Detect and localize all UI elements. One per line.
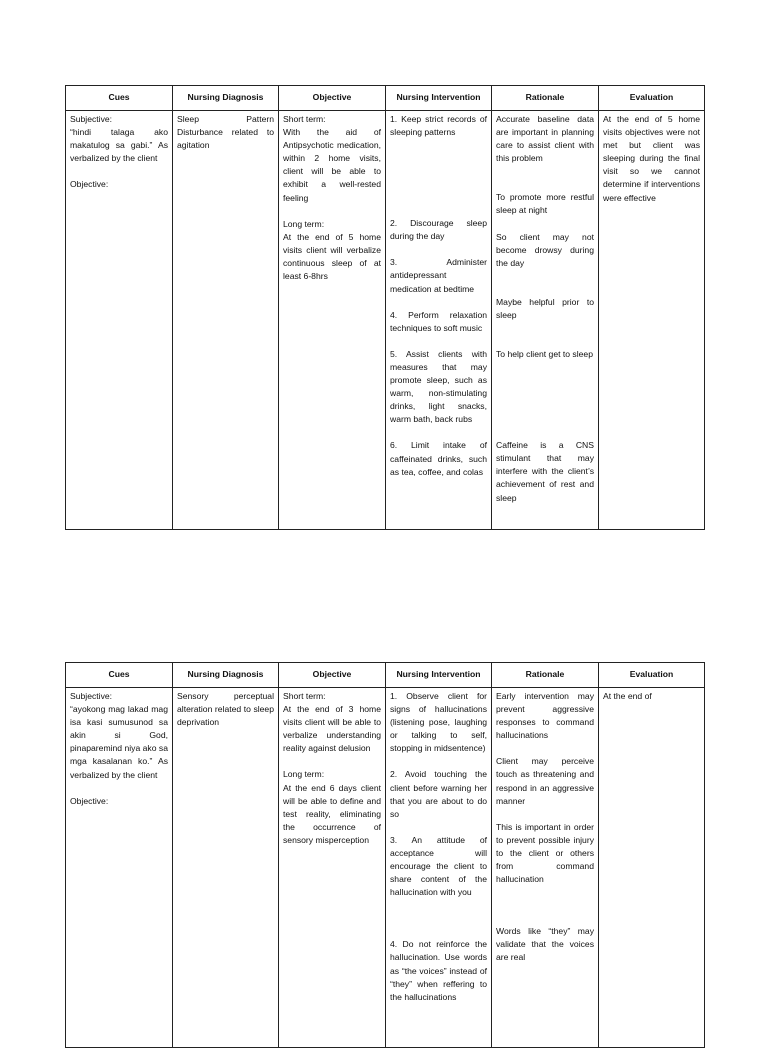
rationale-item: Early intervention may prevent aggressive responses to command hallucinations bbox=[496, 691, 594, 741]
header-objective: Objective bbox=[279, 663, 386, 688]
rationale-item: So client may not become drowsy during the day bbox=[496, 231, 594, 268]
short-term-text: At the end of 3 home visits client will be able to verbalize understanding reality against delusion bbox=[283, 704, 381, 754]
table-header-row bbox=[66, 663, 705, 688]
short-term-label: Short term: bbox=[283, 114, 326, 124]
rationale-cell bbox=[492, 688, 599, 1048]
intervention-cell bbox=[386, 688, 492, 1048]
rationale-item: To promote more restful sleep at night bbox=[496, 192, 594, 216]
cues-cell bbox=[66, 111, 173, 530]
intervention-cell bbox=[386, 111, 492, 530]
diagnosis-cell: Sleep Pattern Disturbance related to agitation bbox=[173, 111, 279, 530]
intervention-item: 4. Do not reinforce the hallucination. Use words as “the voices” instead of “they” when reffering to the hallucinations bbox=[390, 939, 487, 1002]
intervention-item: 2. Avoid touching the client before warning her that you are about to do so bbox=[390, 769, 487, 819]
evaluation-cell: At the end of 5 home visits objectives were not met but client was sleeping during the final visit so we cannot determine if interventions were effective bbox=[599, 111, 705, 530]
objective-label: Objective: bbox=[70, 795, 109, 806]
evaluation-cell: At the end of bbox=[599, 688, 705, 1048]
objective-cell bbox=[279, 688, 386, 1048]
header-nursing-diagnosis: Nursing Diagnosis bbox=[173, 86, 279, 111]
intervention-item: 5. Assist clients with measures that may promote sleep, such as warm, non-stimulating drinks, light snacks, warm bath, back rubs bbox=[390, 348, 487, 425]
care-plan-table-sleep bbox=[65, 85, 705, 530]
intervention-item: 3. An attitude of acceptance will encourage the client to share content of the hallucination with you bbox=[390, 834, 487, 898]
header-nursing-diagnosis: Nursing Diagnosis bbox=[173, 663, 279, 688]
intervention-item: 6. Limit intake of caffeinated drinks, such as tea, coffee, and colas bbox=[390, 440, 487, 477]
long-term-text: At the end of 5 home visits client will verbalize continuous sleep of at least 6-8hrs bbox=[283, 231, 381, 282]
long-term-text: At the end 6 days client will be able to define and test reality, eliminating the occurrence of sensory misperception bbox=[283, 782, 381, 845]
rationale-cell bbox=[492, 111, 599, 530]
header-rationale: Rationale bbox=[492, 663, 599, 688]
objective-label: Objective: bbox=[70, 179, 109, 190]
table-row bbox=[66, 688, 705, 1048]
intervention-item: 2. Discourage sleep during the day bbox=[390, 218, 487, 242]
short-term-text: With the aid of Antipsychotic medication, within 2 home visits, client will be able to exhibit a well-rested feeling bbox=[283, 127, 381, 203]
subjective-text: “hindi talaga ako makatulog sa gabi.” As verbalized by the client bbox=[70, 127, 168, 164]
objective-cell bbox=[279, 111, 386, 530]
header-cues: Cues bbox=[66, 86, 173, 111]
subjective-label: Subjective: bbox=[70, 691, 113, 701]
rationale-item: Accurate baseline data are important in planning care to assist client with this problem bbox=[496, 114, 594, 164]
table-header-row bbox=[66, 86, 705, 111]
header-evaluation: Evaluation bbox=[599, 86, 705, 111]
care-plan-table-sensory bbox=[65, 662, 705, 1048]
diagnosis-cell: Sensory perceptual alteration related to sleep deprivation bbox=[173, 688, 279, 1048]
header-cues: Cues bbox=[66, 663, 173, 688]
long-term-label: Long term: bbox=[283, 218, 325, 229]
subjective-text: “ayokong mag lakad mag isa kasi sumusunod sa akin si God, pinaparemind niya ako sa mga kasalanan ko.” As verbalized by the client bbox=[70, 704, 168, 780]
intervention-item: 3. Administer antidepressant medication at bedtime bbox=[390, 257, 487, 294]
header-rationale: Rationale bbox=[492, 86, 599, 111]
rationale-item: Words like “they” may validate that the voices are real bbox=[496, 926, 594, 963]
header-nursing-intervention: Nursing Intervention bbox=[386, 86, 492, 111]
intervention-item: 4. Perform relaxation techniques to soft music bbox=[390, 309, 487, 333]
rationale-item: This is important in order to prevent possible injury to the client or others from command hallucination bbox=[496, 821, 594, 885]
intervention-item: 1. Observe client for signs of hallucinations (listening pose, laughing or talking to self, stopping in midsentence) bbox=[390, 691, 487, 754]
intervention-item: 1. Keep strict records of sleeping patterns bbox=[390, 114, 487, 138]
table-row bbox=[66, 111, 705, 530]
short-term-label: Short term: bbox=[283, 691, 326, 701]
header-objective: Objective bbox=[279, 86, 386, 111]
header-evaluation: Evaluation bbox=[599, 663, 705, 688]
header-nursing-intervention: Nursing Intervention bbox=[386, 663, 492, 688]
rationale-item: Maybe helpful prior to sleep bbox=[496, 296, 594, 320]
rationale-item: Client may perceive touch as threatening and respond in an aggressive manner bbox=[496, 756, 594, 806]
rationale-item: To help client get to sleep bbox=[496, 349, 593, 360]
rationale-item: Caffeine is a CNS stimulant that may interfere with the client’s achievement of rest and sleep bbox=[496, 440, 594, 503]
long-term-label: Long term: bbox=[283, 769, 325, 780]
cues-cell bbox=[66, 688, 173, 1048]
subjective-label: Subjective: bbox=[70, 114, 113, 124]
